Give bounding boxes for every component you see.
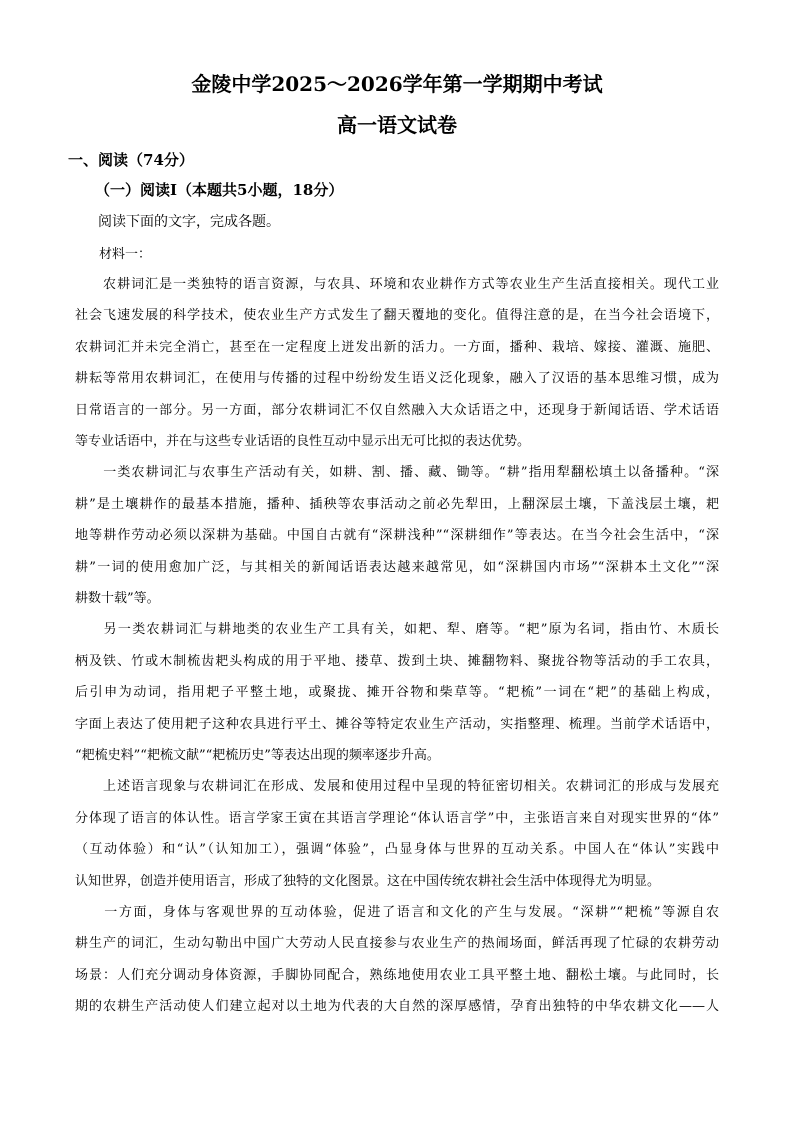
passage-line: 场景：人们充分调动身体资源，手脚协同配合，熟练地使用农业工具平整土地、翻松土壤。与此同时，长 (75, 967, 719, 983)
passage-line: 一类农耕词汇与农事生产活动有关，如耕、割、播、藏、锄等。“耕”指用犁翻松填土以备播种。“深 (75, 465, 719, 481)
passage-line: 期的农耕生产活动使人们建立起对以土地为代表的大自然的深厚感情，孕育出独特的中华农耕文化——人 (75, 999, 719, 1015)
exam-title: 金陵中学2025～2026学年第一学期期中考试 (191, 72, 603, 96)
section-heading: 一、阅读（74分） (68, 151, 194, 169)
passage-line: 耕数十载”等。 (75, 591, 160, 606)
passage-line: “耙梳史料”“耙梳文献”“耙梳历史”等表达出现的频率逐步升高。 (75, 748, 440, 763)
passage-line: 分体现了语言的体认性。语言学家王寅在其语言学理论“体认语言学”中，主张语言来自对现实世界的“体” (75, 810, 719, 826)
material-label: 材料一： (99, 247, 152, 262)
passage-line: 日常语言的一部分。另一方面，部分农耕词汇不仅自然融入大众话语之中，还现身于新闻话语、学术话语 (75, 402, 719, 418)
passage-line: 耕耘等常用农耕词汇，在使用与传播的过程中纷纷发生语义泛化现象，融入了汉语的基本思维习惯，成为 (75, 371, 719, 387)
passage-line: 等专业话语中，并在与这些专业话语的良性互动中显示出无可比拟的表达优势。 (75, 434, 531, 449)
passage-line: 耕”一词的使用愈加广泛，与其相关的新闻话语表达越来越常见，如“深耕国内市场”“深耕本土文化”“深 (75, 559, 719, 575)
passage-line: 一方面，身体与客观世界的互动体验，促进了语言和文化的产生与发展。“深耕”“耙梳”等源自农 (75, 905, 719, 920)
passage-line: 农耕词汇并未完全消亡，甚至在一定程度上迸发出新的活力。一方面，播种、栽培、嫁接、灌溉、施肥、 (75, 339, 719, 355)
subsection-heading: （一）阅读Ⅰ（本题共5小题，18分） (95, 181, 344, 199)
passage-line: 字面上表达了使用耙子这种农具进行平土、摊谷等特定农业生产活动，实指整理、梳理。当前学术话语中， (75, 716, 719, 732)
instruction-text: 阅读下面的文字，完成各题。 (98, 214, 280, 230)
passage-line: 耕”是土壤耕作的最基本措施，播种、插秧等农事活动之前必先犁田，上翻深层土壤，下盖浅层土壤，耙 (75, 496, 719, 512)
passage-line: 认知世界，创造并使用语言，形成了独特的文化图景。这在中国传统农耕社会生活中体现得尤为明显。 (75, 873, 661, 889)
passage-line: 社会飞速发展的科学技术，使农业生产方式发生了翻天覆地的变化。值得注意的是，在当今社会语境下， (75, 308, 719, 324)
passage-line: 另一类农耕词汇与耕地类的农业生产工具有关，如耙、犁、磨等。“耙”原为名词，指由竹、木质长 (75, 622, 719, 638)
passage-line: 耕生产的词汇，生动勾勒出中国广大劳动人民直接参与农业生产的热闹场面，鲜活再现了忙碌的农耕劳动 (75, 936, 719, 952)
passage-line: 上述语言现象与农耕词汇在形成、发展和使用过程中呈现的特征密切相关。农耕词汇的形成与发展充 (75, 779, 719, 795)
passage-line: （互动体验）和“认”（认知加工），强调“体验”，凸显身体与世界的互动关系。中国人在“体认”实践中 (75, 842, 719, 858)
exam-subtitle: 高一语文试卷 (337, 113, 457, 137)
passage-line: 地等耕作劳动必须以深耕为基础。中国自古就有“深耕浅种”“深耕细作”等表达。在当今社会生活中，“深 (75, 528, 719, 544)
passage-line: 农耕词汇是一类独特的语言资源，与农具、环境和农业耕作方式等农业生产生活直接相关。现代工业 (75, 277, 719, 292)
passage-line: 柄及铁、竹或木制梳齿耙头构成的用于平地、搂草、拨到土块、摊翻物料、聚拢谷物等活动的手工农具， (75, 653, 719, 669)
passage-line: 后引申为动词，指用耙子平整土地，或聚拢、摊开谷物和柴草等。“耙梳”一词在“耙”的基础上构成， (75, 685, 719, 701)
